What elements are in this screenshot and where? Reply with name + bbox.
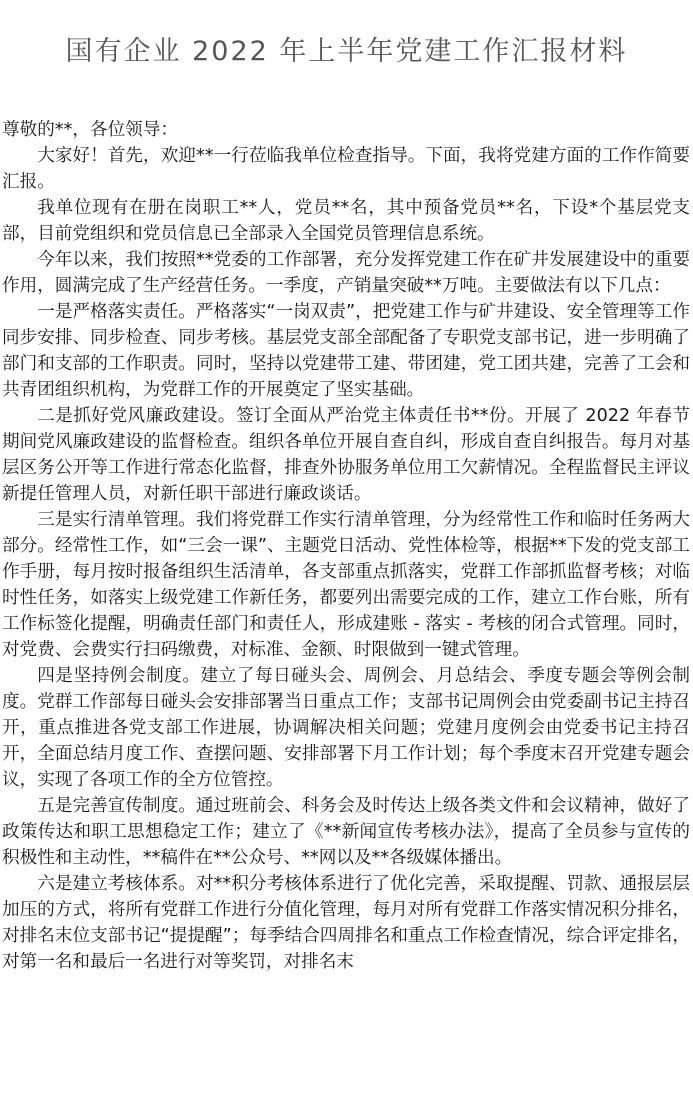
- paragraph-item-3-checklist: 三是实行清单管理。我们将党群工作实行清单管理，分为经常性工作和临时任务两大部分。经常性工作，如“三会一课”、主题党日活动、党性体检等，根据**下发的党支部工作手册，每月按时报备组织生活清单，各支部重点抓落实，党群工作部抓监督考核；对临时性任务，如落实上级党建工作新任务，都要列出需要完成的工作，建立工作台账，所有工作标签化提醒，明确责任部门和责任人，形成建账 - 落实 - 考核的闭合式管理。同时，对党费、会费实行扫码缴费，对标准、金额、时限做到一键式管理。: [2, 510, 690, 660]
- paragraph-unit-overview: 我单位现有在册在岗职工**人，党员**名，其中预备党员**名，下设*个基层党支部，目前党组织和党员信息已全部录入全国党员管理信息系统。: [2, 198, 690, 244]
- paragraph-item-2-integrity: 二是抓好党风廉政建设。签订全面从严治党主体责任书**份。开展了 2022 年春节期间党风廉政建设的监督检查。组织各单位开展自查自纠，形成自查自纠报告。每月对基层区务公开等工作进行常态化监督，排查外协服务单位用工欠薪情况。全程监督民主评议新提任管理人员，对新任职干部进行廉政谈话。: [2, 406, 690, 504]
- paragraph-item-5-publicity: 五是完善宣传制度。通过班前会、科务会及时传达上级各类文件和会议精神，做好了政策传达和职工思想稳定工作；建立了《**新闻宣传考核办法》，提高了全员参与宣传的积极性和主动性，**稿件在**公众号、**网以及**各级媒体播出。: [2, 796, 690, 868]
- paragraph-work-summary: 今年以来，我们按照**党委的工作部署，充分发挥党建工作在矿井发展建设中的重要作用，圆满完成了生产经营任务。一季度，产销量突破**万吨。主要做法有以下几点：: [2, 250, 690, 296]
- paragraph-item-1-responsibility: 一是严格落实责任。严格落实“一岗双责”，把党建工作与矿井建设、安全管理等工作同步安排、同步检查、同步考核。基层党支部全部配备了专职党支部书记，进一步明确了部门和支部的工作职责。同时，坚持以党建带工建、带团建，党工团共建，完善了工会和共青团组织机构，为党群工作的开展奠定了坚实基础。: [2, 302, 690, 400]
- document-title: 国有企业 2022 年上半年党建工作汇报材料: [65, 36, 628, 67]
- salutation: 尊敬的**，各位领导：: [2, 120, 178, 140]
- document-body: [2, 117, 690, 975]
- paragraph-item-4-meetings: 四是坚持例会制度。建立了每日碰头会、周例会、月总结会、季度专题会等例会制度。党群工作部每日碰头会安排部署当日重点工作；支部书记周例会由党委副书记主持召开，重点推进各党支部工作进展，协调解决相关问题；党建月度例会由党委书记主持召开，全面总结月度工作、查摆问题、安排部署下月工作计划；每个季度末召开党建专题会议，实现了各项工作的全方位管控。: [2, 666, 690, 790]
- paragraph-item-6-assessment: 六是建立考核体系。对**积分考核体系进行了优化完善，采取提醒、罚款、通报层层加压的方式，将所有党群工作进行分值化管理，每月对所有党群工作落实情况积分排名，对排名末位支部书记“提提醒”；每季结合四周排名和重点工作检查情况，综合评定排名，对第一名和最后一名进行对等奖罚，对排名末: [2, 874, 690, 972]
- paragraph-greeting: 大家好！首先，欢迎**一行莅临我单位检查指导。下面，我将党建方面的工作作简要汇报。: [2, 146, 690, 192]
